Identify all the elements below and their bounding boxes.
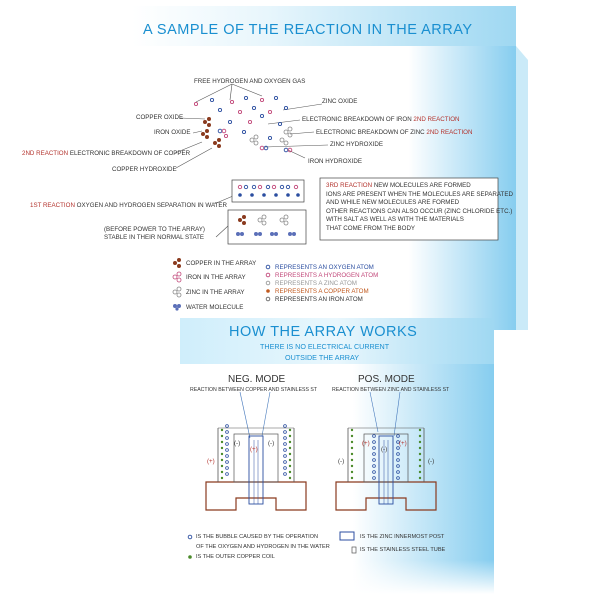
- legend-iron-atom: REPRESENTS AN IRON ATOM: [275, 296, 363, 303]
- subtitle-no-current: THERE IS NO ELECTRICAL CURRENT: [260, 342, 390, 351]
- pos-sign-inner-right: (+): [399, 440, 407, 447]
- label-before-power: (BEFORE POWER TO THE ARRAY): [104, 226, 205, 233]
- third-reaction-text: 3RD REACTION NEW MOLECULES ARE FORMED IONS ARE PRESENT WHEN THE MOLECULES ARE SEPARATED AND WHILE NEW MOLECULES ARE FORMED OTHER REACTIONS CAN ALSO OCCUR (ZINC CHLORIDE ETC.) WITH SALT AS WELL AS WITH THE MATERIALS THAT COME FROM THE BODY: [326, 182, 513, 232]
- label-breakdown-iron: ELECTRONIC BREAKDOWN OF IRON 2ND REACTION: [302, 116, 460, 123]
- legend-iron: IRON IN THE ARRAY: [186, 274, 246, 281]
- legend-zinc-atom: REPRESENTS A ZINC ATOM: [275, 280, 357, 287]
- label-zinc-oxide: ZINC OXIDE: [322, 98, 358, 105]
- neg-sign-left: (+): [207, 458, 215, 465]
- array-works-title: HOW THE ARRAY WORKS: [229, 324, 418, 340]
- label-stable-state: STABLE IN THEIR NORMAL STATE: [104, 234, 205, 241]
- neg-sign-center: (+): [250, 446, 258, 453]
- legend-steel-tube: IS THE STAINLESS STEEL TUBE: [360, 547, 446, 553]
- subtitle-outside-array: OUTSIDE THE ARRAY: [285, 353, 360, 362]
- label-iron-hydroxide: IRON HYDROXIDE: [308, 158, 362, 165]
- legend-copper: COPPER IN THE ARRAY: [186, 260, 257, 267]
- label-copper-oxide: COPPER OXIDE: [136, 114, 184, 121]
- pos-sign-right: (-): [428, 458, 435, 465]
- legend-bubble-1: IS THE BUBBLE CAUSED BY THE OPERATION: [196, 534, 319, 540]
- legend-water: WATER MOLECULE: [186, 304, 244, 311]
- legend-oxygen: REPRESENTS AN OXYGEN ATOM: [275, 264, 374, 271]
- label-first-reaction: 1ST REACTION OXYGEN AND HYDROGEN SEPARATION IN WATER: [30, 202, 228, 209]
- label-iron-oxide: IRON OXIDE: [154, 129, 191, 136]
- pos-mode-label: POS. MODE: [358, 374, 415, 385]
- neg-sign-inner-right: (-): [268, 440, 275, 447]
- legend-hydrogen: REPRESENTS A HYDROGEN ATOM: [275, 272, 379, 279]
- pos-sign-left: (-): [338, 458, 345, 465]
- legend-zinc: ZINC IN THE ARRAY: [186, 289, 245, 296]
- label-zinc-hydroxide: ZINC HYDROXIDE: [330, 141, 383, 148]
- neg-mode-desc: REACTION BETWEEN COPPER AND STAINLESS ST: [190, 387, 318, 393]
- neg-sign-inner-left: (-): [234, 440, 241, 447]
- third-reaction-tag: 3RD REACTION: [326, 182, 373, 189]
- legend-coil: IS THE OUTER COPPER COIL: [196, 554, 275, 560]
- pos-sign-center: (-): [381, 446, 388, 453]
- label-copper-hydroxide: COPPER HYDROXIDE: [112, 166, 177, 173]
- label-free-gas: FREE HYDROGEN AND OXYGEN GAS: [194, 78, 306, 85]
- legend-bubble-2: OF THE OXYGEN AND HYDROGEN IN THE WATER: [196, 544, 330, 550]
- neg-mode-label: NEG. MODE: [228, 374, 286, 385]
- pos-mode-desc: REACTION BETWEEN ZINC AND STAINLESS ST: [332, 387, 450, 393]
- reaction-title: A SAMPLE OF THE REACTION IN THE ARRAY: [143, 22, 473, 38]
- pos-sign-inner-left: (+): [362, 440, 370, 447]
- legend-copper-atom: REPRESENTS A COPPER ATOM: [275, 288, 369, 295]
- label-breakdown-copper: 2ND REACTION ELECTRONIC BREAKDOWN OF COPPER: [22, 150, 191, 157]
- label-breakdown-zinc: ELECTRONIC BREAKDOWN OF ZINC 2ND REACTION: [316, 129, 473, 136]
- legend-zinc-post: IS THE ZINC INNERMOST POST: [360, 534, 445, 540]
